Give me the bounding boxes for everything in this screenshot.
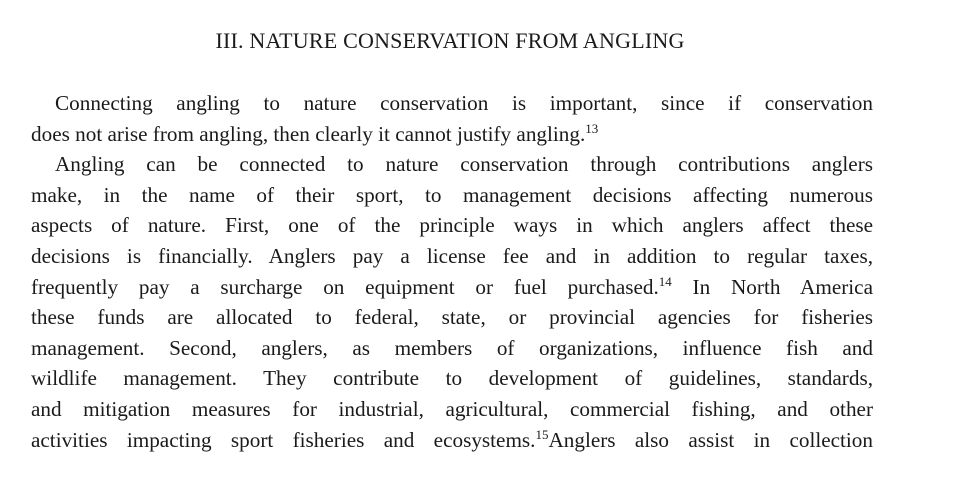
footnote-ref-13: 13 bbox=[585, 120, 599, 136]
text-line: wildlife management. They contribute to development of guidelines, standards, bbox=[31, 366, 873, 391]
text-run: In North America bbox=[671, 274, 873, 299]
text-line bbox=[31, 272, 873, 303]
text-line: Angling can be connected to nature conservation through contributions anglers bbox=[55, 152, 873, 177]
footnote-ref-14: 14 bbox=[658, 273, 672, 289]
text-line bbox=[31, 425, 873, 456]
text-line bbox=[31, 119, 873, 150]
text-line: Connecting angling to nature conservation is important, since if conservation bbox=[55, 91, 873, 115]
section-heading: III. NATURE CONSERVATION FROM ANGLING bbox=[215, 28, 685, 53]
text-line: these funds are allocated to federal, state, or provincial agencies for fisheries bbox=[31, 305, 873, 330]
body-text bbox=[31, 88, 873, 455]
text-line: and mitigation measures for industrial, agricultural, commercial fishing, and other bbox=[31, 396, 873, 421]
paragraph-2 bbox=[31, 149, 873, 455]
text-line: make, in the name of their sport, to management decisions affecting numerous bbox=[31, 182, 873, 207]
text-run: Anglers also assist in collection bbox=[548, 427, 873, 452]
paragraph-1 bbox=[31, 88, 873, 149]
text-line: aspects of nature. First, one of the principle ways in which anglers affect these bbox=[31, 213, 873, 238]
text-run: activities impacting sport fisheries and ecosystems. bbox=[31, 427, 536, 452]
text-run: does not arise from angling, then clearly it cannot justify angling. bbox=[31, 121, 586, 146]
text-run: frequently pay a surcharge on equipment or fuel purchased. bbox=[31, 274, 659, 299]
text-line: decisions is financially. Anglers pay a license fee and in addition to regular taxes, bbox=[31, 243, 873, 268]
footnote-ref-15: 15 bbox=[535, 426, 549, 442]
text-line: management. Second, anglers, as members of organizations, influence fish and bbox=[31, 335, 873, 360]
